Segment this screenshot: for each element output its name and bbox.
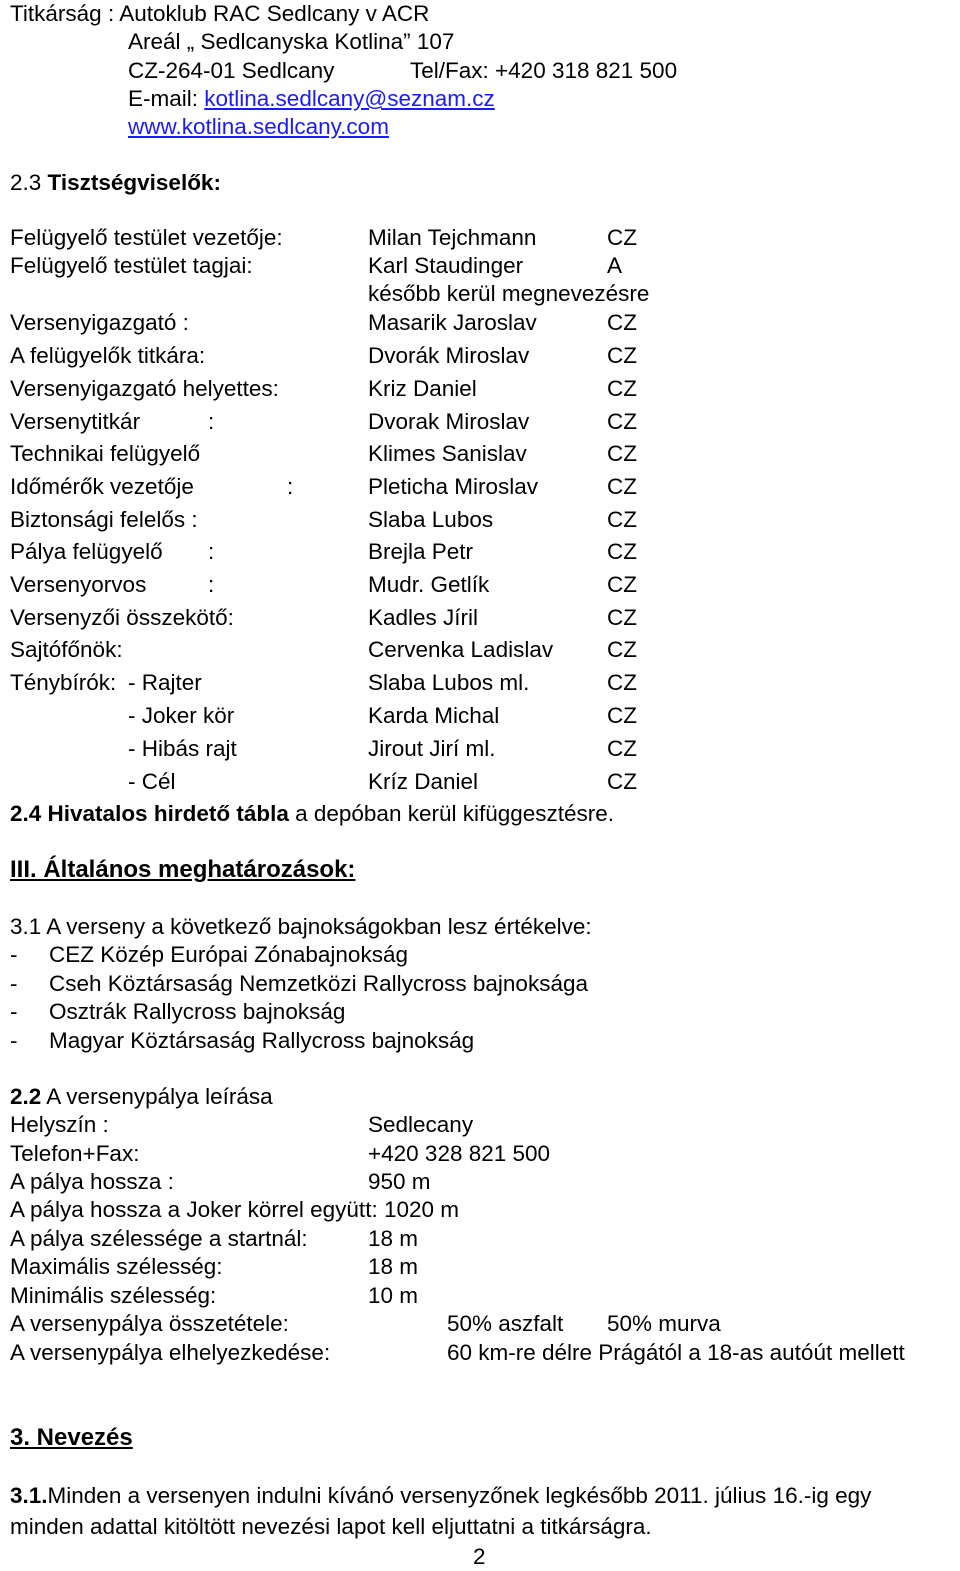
website-line [128, 113, 389, 141]
track-value: 950 m [368, 1169, 431, 1194]
official-country: CZ [607, 637, 637, 662]
track-label: Maximális szélesség: [10, 1254, 223, 1279]
official-country: CZ [607, 703, 637, 728]
composition-asphalt: 50% aszfalt [447, 1311, 564, 1336]
officials-heading [10, 169, 221, 197]
track-label: Minimális szélesség: [10, 1283, 217, 1308]
official-role: Biztonsági felelős : [10, 507, 198, 532]
official-country: CZ [607, 507, 637, 532]
official-name: Slaba Lubos ml. [368, 670, 530, 695]
secretariat-line [10, 0, 429, 28]
officials-title: Tisztségviselők: [41, 170, 221, 195]
notice-board-line [10, 800, 614, 828]
official-name: Pleticha Miroslav [368, 474, 539, 499]
official-name: Kriz Daniel [368, 376, 477, 401]
composition-gravel: 50% murva [607, 1311, 721, 1336]
championship-item: Osztrák Rallycross bajnokság [49, 999, 346, 1024]
official-role: Felügyelő testület tagjai: [10, 253, 253, 278]
email-line [128, 85, 495, 113]
entry-title: 3. Nevezés [10, 1424, 133, 1451]
official-sub-role: - Cél [128, 769, 176, 794]
official-role: Felügyelő testület vezetője: [10, 225, 283, 250]
official-name: Milan Tejchmann [368, 225, 537, 250]
official-name: Jirout Jirí ml. [368, 736, 496, 761]
postcode-city: CZ-264-01 Sedlcany [128, 58, 335, 83]
officials-number: 2.3 [10, 170, 42, 195]
email-label: E-mail: [128, 86, 205, 111]
official-role: Versenyorvos [10, 572, 147, 597]
list-dash: - [10, 942, 18, 967]
official-role: Versenytitkár [10, 409, 141, 434]
championship-item: Cseh Köztársaság Nemzetközi Rallycross bajnoksága [49, 971, 588, 996]
official-role: Versenyigazgató helyettes: [10, 376, 279, 401]
official-name: Masarik Jaroslav [368, 310, 537, 335]
track-value: 10 m [368, 1283, 419, 1308]
official-role: Sajtófőnök: [10, 637, 123, 662]
official-role: Versenyigazgató : [10, 310, 189, 335]
email-link[interactable]: kotlina.sedlcany@seznam.cz [204, 86, 495, 111]
championship-item: CEZ Közép Európai Zónabajnokság [49, 942, 408, 967]
official-country: CZ [607, 605, 637, 630]
address-line: Areál „ Sedlcanyska Kotlina” 107 [128, 29, 455, 54]
official-country: CZ [607, 539, 637, 564]
official-name: Kadles Jíril [368, 605, 479, 630]
notice-bold-text: Hivatalos hirdető tábla [41, 801, 289, 826]
track-heading [10, 1083, 273, 1111]
secretariat-name: Autoklub RAC Sedlcany v ACR [119, 1, 430, 26]
official-country: CZ [607, 474, 637, 499]
official-role: Ténybírók: [10, 670, 117, 695]
notice-rest: a depóban kerül kifüggesztésre. [288, 801, 615, 826]
track-value: +420 328 821 500 [368, 1141, 551, 1166]
notice-number: 2.4 [10, 801, 42, 826]
official-name: Klimes Sanislav [368, 441, 527, 466]
track-number: 2.2 [10, 1084, 42, 1109]
official-name: később kerül megnevezésre [368, 281, 650, 306]
composition-label: A versenypálya összetétele: [10, 1311, 289, 1336]
official-name: Dvorák Miroslav [368, 343, 530, 368]
official-name: Cervenka Ladislav [368, 637, 554, 662]
official-sub-role: - Hibás rajt [128, 736, 237, 761]
official-country: CZ [607, 736, 637, 761]
championship-item: Magyar Köztársaság Rallycross bajnokság [49, 1028, 475, 1053]
official-name: Mudr. Getlík [368, 572, 490, 597]
official-country: A [607, 253, 623, 278]
general-intro-number: 3.1 [10, 914, 42, 939]
official-sub-role: - Joker kör [128, 703, 235, 728]
list-dash: - [10, 999, 18, 1024]
list-dash: - [10, 971, 18, 996]
official-country: CZ [607, 343, 637, 368]
official-country: CZ [607, 225, 637, 250]
track-value: 18 m [368, 1226, 419, 1251]
official-role-colon: : [208, 572, 215, 597]
official-country: CZ [607, 310, 637, 335]
general-intro-text: A verseny a következő bajnokságokban lesz értékelve: [41, 914, 592, 939]
telfax: Tel/Fax: +420 318 821 500 [410, 58, 678, 83]
track-value: Sedlecany [368, 1112, 474, 1137]
location-value: 60 km-re délre Prágától a 18-as autóút mellett [447, 1340, 905, 1365]
official-name: Kríz Daniel [368, 769, 479, 794]
official-role: A felügyelők titkára: [10, 343, 206, 368]
official-country: CZ [607, 769, 637, 794]
official-country: CZ [607, 376, 637, 401]
secretariat-label: Titkárság : [10, 1, 120, 26]
website-link[interactable]: www.kotlina.sedlcany.com [128, 114, 389, 139]
official-role-colon: : [287, 474, 294, 499]
official-role: Versenyzői összekötő: [10, 605, 234, 630]
list-dash: - [10, 1028, 18, 1053]
official-name: Karl Staudinger [368, 253, 524, 278]
official-name: Dvorak Miroslav [368, 409, 530, 434]
official-role-colon: : [208, 539, 215, 564]
location-label: A versenypálya elhelyezkedése: [10, 1340, 331, 1365]
official-name: Brejla Petr [368, 539, 474, 564]
entry-line-2: minden adattal kitöltött nevezési lapot kell eljuttatni a titkárságra. [10, 1514, 652, 1539]
track-label: A pálya szélessége a startnál: [10, 1226, 308, 1251]
general-intro [10, 913, 592, 941]
track-label: Telefon+Fax: [10, 1141, 140, 1166]
track-label: Helyszín : [10, 1112, 109, 1137]
official-role: Pálya felügyelő [10, 539, 163, 564]
official-country: CZ [607, 670, 637, 695]
official-country: CZ [607, 409, 637, 434]
page-number: 2 [473, 1544, 486, 1569]
entry-text-1: Minden a versenyen indulni kívánó versenyzőnek legkésőbb 2011. július 16.-ig egy [47, 1483, 872, 1508]
official-role-colon: : [208, 409, 215, 434]
official-country: CZ [607, 572, 637, 597]
track-label: A pálya hossza : [10, 1169, 174, 1194]
official-country: CZ [607, 441, 637, 466]
track-label: A pálya hossza a Joker körrel együtt: 1020 m [10, 1197, 459, 1222]
track-value: 18 m [368, 1254, 419, 1279]
official-name: Karda Michal [368, 703, 500, 728]
entry-number: 3.1. [10, 1483, 48, 1508]
official-name: Slaba Lubos [368, 507, 494, 532]
official-role: Időmérők vezetője [10, 474, 194, 499]
official-role: Technikai felügyelő [10, 441, 201, 466]
track-title: A versenypálya leírása [41, 1084, 273, 1109]
general-title: III. Általános meghatározások: [10, 856, 356, 883]
entry-line-1 [10, 1482, 871, 1510]
official-sub-role: - Rajter [128, 670, 202, 695]
